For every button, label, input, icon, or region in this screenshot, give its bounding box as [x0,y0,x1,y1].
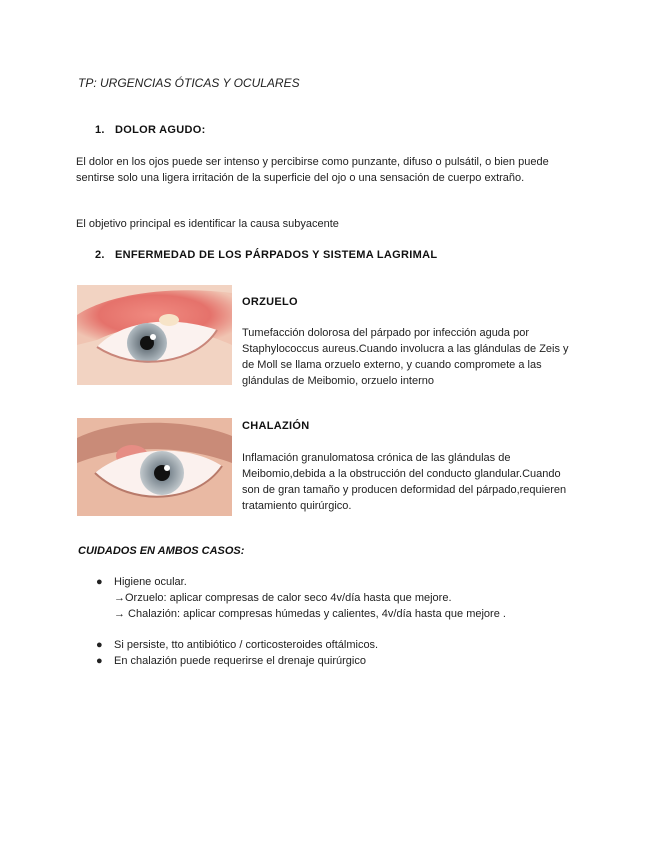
section-1-paragraph-2: El objetivo principal es identificar la causa subyacente [76,218,339,230]
section-1-paragraph-1: El dolor en los ojos puede ser intenso y percibirse como punzante, difuso o pulsátil, o bien puede sentirse solo una ligera irritación de la superficie del ojo o una sensación de cuerpo extraño. [76,156,549,184]
care-heading: CUIDADOS EN AMBOS CASOS: [78,545,245,557]
orzuelo-description: Tumefacción dolorosa del párpado por infección aguda por Staphylococcus aureus.Cuando involucra a las glándulas de Zeis y de Moll se llama orzuelo externo, y cuando compromete a las glándulas de Meibomio, orzuelo interno [242,327,569,387]
bullet-icon: ● [96,639,103,651]
care-item-2: Si persiste, tto antibiótico / corticosteroides oftálmicos. [114,639,379,651]
chalazion-eye-image [77,418,232,516]
list-item [96,653,378,669]
care-item-1-sub-2: → Chalazión: aplicar compresas húmedas y calientes, 4v/día hasta que mejore . [114,608,506,620]
list-item [96,574,506,622]
list-item [96,637,378,653]
bullet-icon: ● [96,576,103,588]
section-1-heading [95,124,206,136]
care-item-3: En chalazión puede requerirse el drenaje quirúrgico [114,655,366,667]
orzuelo-title: ORZUELO [242,296,298,308]
orzuelo-eye-image [77,285,232,385]
care-list-2 [96,637,378,669]
chalazion-title: CHALAZIÓN [242,420,310,432]
care-list [96,574,506,622]
document-title: TP: URGENCIAS ÓTICAS Y OCULARES [78,76,300,90]
section-1-number: 1. [95,124,105,136]
care-item-1-sub-1: →Orzuelo: aplicar compresas de calor seco 4v/día hasta que mejore. [114,592,452,604]
bullet-icon: ● [96,655,103,667]
section-2-heading [95,249,437,261]
section-2-title: ENFERMEDAD DE LOS PÁRPADOS Y SISTEMA LAGRIMAL [115,249,438,261]
section-1-title: DOLOR AGUDO: [115,124,206,136]
section-2-number: 2. [95,249,105,261]
care-item-1: Higiene ocular. [114,576,187,588]
chalazion-description: Inflamación granulomatosa crónica de las glándulas de Meibomio,debida a la obstrucción del conducto glandular.Cuando son de gran tamaño y producen deformidad del párpado,requieren tratamiento quirúrgico. [242,452,567,512]
